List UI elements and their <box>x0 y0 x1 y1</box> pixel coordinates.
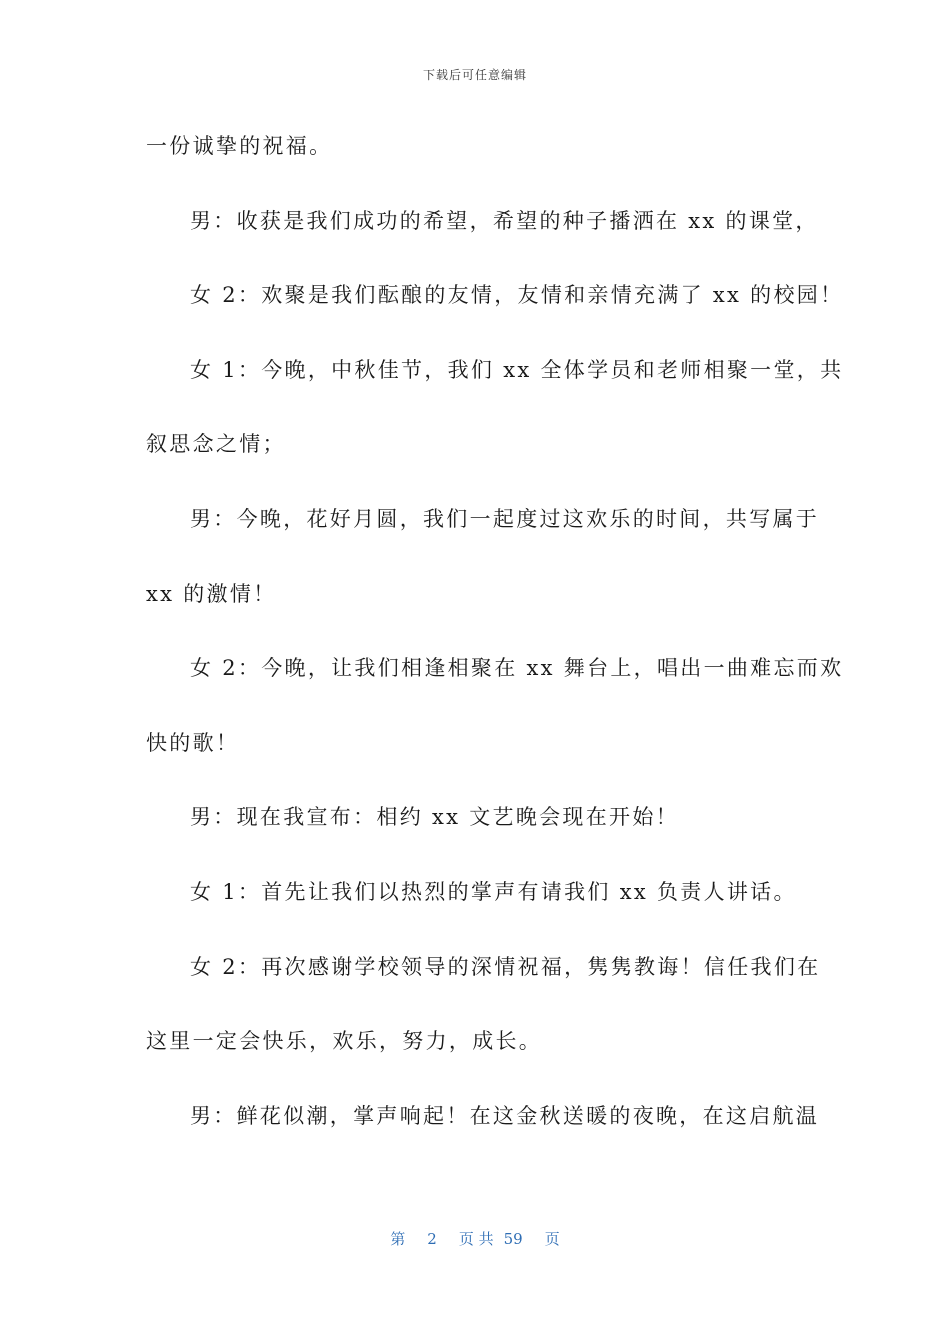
paragraph-line: 男：鲜花似潮，掌声响起！在这金秋送暖的夜晚，在这启航温 <box>190 1103 820 1128</box>
paragraph-line: 叙思念之情； <box>146 432 286 457</box>
page-footer <box>0 1228 950 1249</box>
paragraph-line: 女 1：首先让我们以热烈的掌声有请我们 xx 负责人讲话。 <box>190 879 797 904</box>
paragraph-line: 女 2：欢聚是我们酝酿的友情，友情和亲情充满了 xx 的校园！ <box>190 283 844 308</box>
paragraph-line: 男：今晚，花好月圆，我们一起度过这欢乐的时间，共写属于 <box>190 506 820 531</box>
paragraph-line: 女 2：再次感谢学校领导的深情祝福，隽隽教诲！信任我们在 <box>190 954 821 979</box>
paragraph-line: 女 2：今晚，让我们相逢相聚在 xx 舞台上，唱出一曲难忘而欢 <box>190 656 844 681</box>
paragraph-line: 女 1：今晚，中秋佳节，我们 xx 全体学员和老师相聚一堂，共 <box>190 357 844 382</box>
footer-total-pages: 59 <box>503 1230 523 1248</box>
paragraph-line: 快的歌！ <box>146 730 240 755</box>
paragraph-line: 男：收获是我们成功的希望，希望的种子播洒在 xx 的课堂， <box>190 208 819 233</box>
paragraph-line: xx 的激情！ <box>146 581 277 606</box>
paragraph-line: 男：现在我宣布：相约 xx 文艺晚会现在开始！ <box>190 805 679 830</box>
page-header: 下载后可任意编辑 <box>422 68 527 82</box>
footer-page-label: 第 <box>390 1230 406 1248</box>
paragraph-line: 这里一定会快乐，欢乐，努力，成长。 <box>146 1029 543 1054</box>
document-body <box>146 126 844 1170</box>
paragraph-line: 一份诚挚的祝福。 <box>146 134 333 158</box>
footer-of-label: 页 共 <box>458 1230 494 1248</box>
footer-page-suffix: 页 <box>544 1230 560 1248</box>
footer-current-page: 2 <box>427 1230 437 1248</box>
